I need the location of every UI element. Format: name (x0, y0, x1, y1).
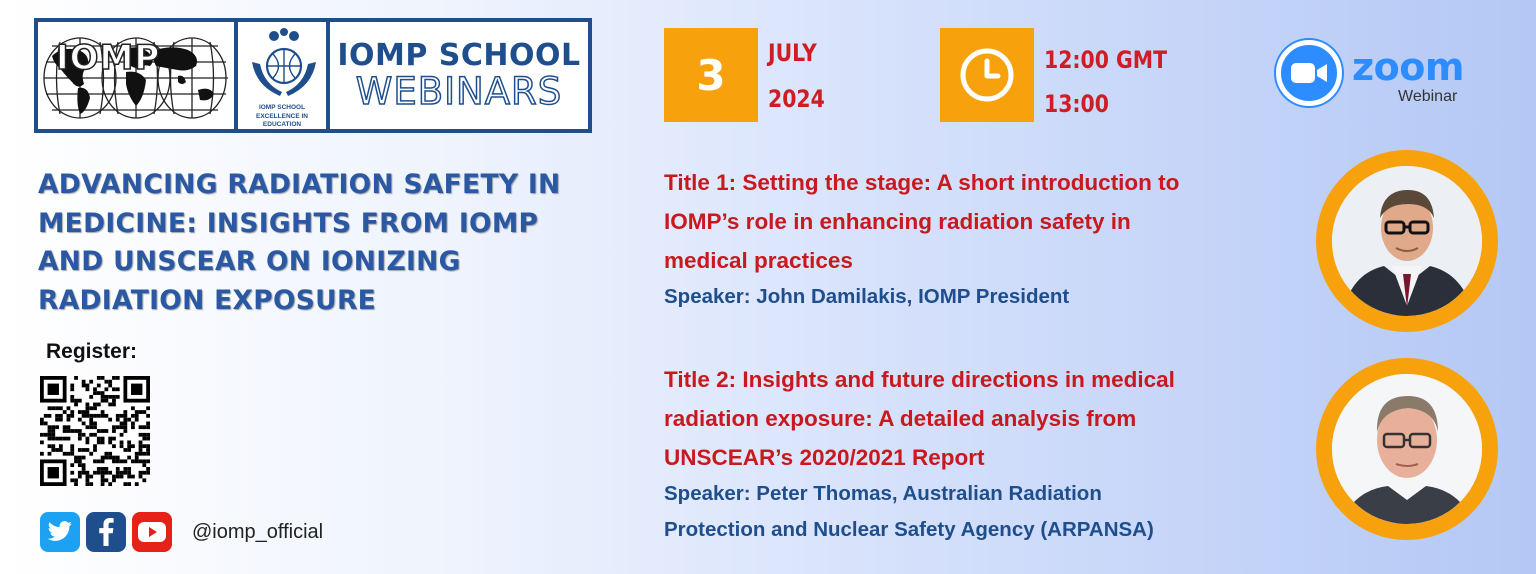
banner-title-bottom: WEBINARS (355, 69, 563, 113)
logo-banner (34, 18, 592, 133)
time-local: 13:00 (1044, 90, 1109, 118)
iomp-logo-text: IOMP (56, 38, 161, 78)
speaker-1-photo (1316, 150, 1498, 332)
speaker-2-photo (1316, 358, 1498, 540)
talk-2-title-line: radiation exposure: A detailed analysis from (664, 406, 1137, 431)
event-title: ADVANCING RADIATION SAFETY IN MEDICINE: INSIGHTS FROM IOMP AND UNSCEAR ON IONIZING RADIATION EXPOSURE (38, 169, 561, 316)
register-label: Register: (46, 340, 138, 363)
talk-1-title (664, 163, 1284, 280)
date-month: JULY (768, 39, 817, 67)
talk-1-speaker-line: Speaker: John Damilakis, IOMP President (664, 285, 1070, 308)
date-day: 3 (696, 50, 726, 100)
talk-1-title-line: medical practices (664, 248, 853, 273)
zoom-wordmark: zoom (1352, 45, 1464, 89)
date-day-box (664, 28, 758, 122)
talk-2-speaker (664, 476, 1284, 548)
talk-2-title-line: Title 2: Insights and future directions in medical (664, 367, 1175, 392)
time-gmt: 12:00 GMT (1044, 46, 1167, 74)
school-caption: IOMP SCHOOL (258, 104, 306, 111)
talk-2-speaker-line: Speaker: Peter Thomas, Australian Radiation (664, 482, 1102, 505)
webinar-banner-title (330, 22, 588, 129)
social-links (40, 512, 323, 552)
iomp-world-map-logo (38, 22, 238, 129)
zoom-icon (1276, 40, 1342, 106)
talk-2-speaker-line: Protection and Nuclear Safety Agency (ARPANSA) (664, 518, 1154, 541)
date-year: 2024 (768, 85, 825, 113)
social-handle[interactable]: @iomp_official (192, 520, 324, 543)
banner-title-top: IOMP SCHOOL (337, 37, 581, 73)
qr-code-icon (40, 376, 150, 486)
school-caption-tagline: EXCELLENCE IN EDUCATION (255, 113, 308, 129)
time-text (1044, 38, 1189, 126)
talk-1-title-line: Title 1: Setting the stage: A short introduction to (664, 170, 1180, 195)
talk-2-title (664, 360, 1284, 477)
clock-icon (957, 45, 1017, 105)
twitter-icon[interactable] (40, 512, 80, 552)
date-month-year (768, 30, 835, 122)
talk-1-title-line: IOMP’s role in enhancing radiation safety in (664, 209, 1131, 234)
qr-code[interactable] (40, 376, 150, 486)
facebook-icon[interactable] (86, 512, 126, 552)
iomp-school-logo (238, 22, 330, 129)
speaker-portrait-icon (1332, 374, 1482, 524)
hands-globe-icon (242, 26, 326, 106)
talk-1-speaker (664, 279, 1284, 315)
clock-box (940, 28, 1034, 122)
talk-2-title-line: UNSCEAR’s 2020/2021 Report (664, 445, 985, 470)
speaker-portrait-icon (1332, 166, 1482, 316)
zoom-webinar-label: Webinar (1398, 88, 1458, 105)
youtube-icon[interactable] (132, 512, 172, 552)
